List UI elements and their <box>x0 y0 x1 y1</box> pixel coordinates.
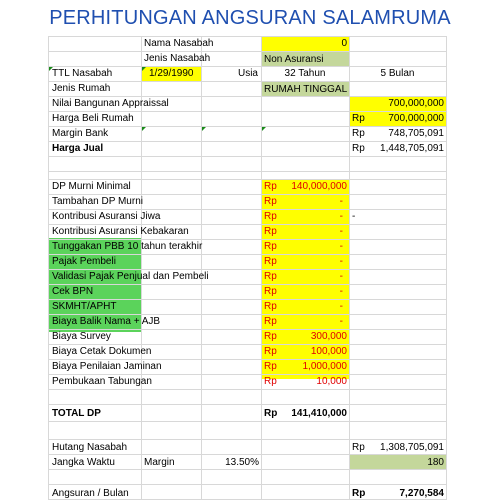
ttl-label: TTL Nasabah <box>52 68 113 79</box>
ttl-value[interactable]: 1/29/1990 <box>149 68 194 79</box>
asuransi-jiwa-rp: Rp <box>264 211 277 222</box>
comment-marker <box>142 67 146 71</box>
cek-bpn-rp: Rp <box>264 286 277 297</box>
angsuran-label: Angsuran / Bulan <box>52 488 129 499</box>
hutang-label: Hutang Nasabah <box>52 442 128 453</box>
jangka-waktu-value[interactable]: 180 <box>427 457 444 468</box>
harga-beli-rp: Rp <box>352 113 365 124</box>
asuransi-kebakaran-value: - <box>339 226 343 237</box>
jenis-rumah-value[interactable]: RUMAH TINGGAL <box>264 84 348 95</box>
total-dp-label: TOTAL DP <box>52 408 101 419</box>
margin-bank-value: 748,705,091 <box>388 128 444 139</box>
hutang-value: 1,308,705,091 <box>380 442 444 453</box>
cek-bpn-value[interactable]: - <box>339 286 343 297</box>
nilai-bangunan-label: Nilai Bangunan Appraissal <box>52 98 169 109</box>
pbb-label: Tunggakan PBB 10 tahun terakhir <box>52 241 203 252</box>
cetak-value[interactable]: 100,000 <box>310 346 347 357</box>
dp-murni-min-label: DP Murni Minimal <box>52 181 131 192</box>
usia-label: Usia <box>237 68 258 79</box>
tambahan-dp-rp: Rp <box>264 196 277 207</box>
jenis-rumah-label: Jenis Rumah <box>52 83 111 94</box>
penilaian-label: Biaya Penilaian Jaminan <box>52 361 162 372</box>
page-title: PERHITUNGAN ANGSURAN SALAMRUMA <box>49 7 451 29</box>
pbb-rp: Rp <box>264 241 277 252</box>
jangka-waktu-label: Jangka Waktu <box>52 457 115 468</box>
total-dp-rp: Rp <box>264 408 278 419</box>
margin-value[interactable]: 13.50% <box>225 457 259 468</box>
jenis-nasabah-label: Jenis Nasabah <box>144 53 211 64</box>
tabungan-value[interactable]: 10,000 <box>316 376 347 387</box>
balik-nama-label: Biaya Balik Nama + AJB <box>52 316 161 327</box>
penilaian-value[interactable]: 1,000,000 <box>302 361 347 372</box>
nama-nasabah-value[interactable]: 0 <box>341 38 347 49</box>
harga-beli-value[interactable]: 700,000,000 <box>388 113 444 124</box>
asuransi-kebakaran-rp: Rp <box>264 226 277 237</box>
cetak-label: Biaya Cetak Dokumen <box>52 346 152 357</box>
comment-marker <box>142 127 146 131</box>
tabungan-label: Pembukaan Tabungan <box>52 376 152 387</box>
balik-nama-rp: Rp <box>264 316 277 327</box>
asuransi-jiwa-label: Kontribusi Asuransi Jiwa <box>52 211 161 222</box>
penilaian-rp: Rp <box>264 361 277 372</box>
angsuran-value: 7,270,584 <box>399 488 444 499</box>
pajak-pembeli-rp: Rp <box>264 256 277 267</box>
margin-bank-rp: Rp <box>352 128 365 139</box>
validasi-rp: Rp <box>264 271 277 282</box>
nilai-bangunan-value[interactable]: 700,000,000 <box>388 98 444 109</box>
asuransi-jiwa-extra: - <box>352 211 356 222</box>
balik-nama-value[interactable]: - <box>339 316 343 327</box>
bulan-value: 5 Bulan <box>380 68 415 79</box>
usia-value: 32 Tahun <box>284 68 326 79</box>
pajak-pembeli-value[interactable]: - <box>339 256 343 267</box>
validasi-value[interactable]: - <box>339 271 343 282</box>
tambahan-dp-label: Tambahan DP Murni <box>52 196 143 207</box>
skmht-rp: Rp <box>264 301 277 312</box>
angsuran-rp: Rp <box>352 488 366 499</box>
pbb-value[interactable]: - <box>339 241 343 252</box>
skmht-label: SKMHT/APHT <box>52 301 117 312</box>
dp-murni-min-rp: Rp <box>264 181 277 192</box>
jenis-nasabah-value[interactable]: Non Asuransi <box>264 54 324 65</box>
total-dp-value: 141,410,000 <box>291 408 347 419</box>
harga-jual-rp: Rp <box>352 143 365 154</box>
margin-bank-label: Margin Bank <box>52 128 109 139</box>
dp-murni-min-value: 140,000,000 <box>291 181 347 192</box>
asuransi-kebakaran-label: Kontribusi Asuransi Kebakaran <box>52 226 189 237</box>
spreadsheet-grid[interactable] <box>48 36 446 500</box>
asuransi-jiwa-value: - <box>339 211 343 222</box>
survey-label: Biaya Survey <box>52 331 111 342</box>
cetak-rp: Rp <box>264 346 277 357</box>
pajak-pembeli-label: Pajak Pembeli <box>52 256 116 267</box>
margin-label: Margin <box>144 457 175 468</box>
nama-nasabah-label: Nama Nasabah <box>144 38 214 49</box>
harga-beli-label: Harga Beli Rumah <box>52 113 134 124</box>
comment-marker <box>202 127 206 131</box>
comment-marker <box>262 127 266 131</box>
harga-jual-value: 1,448,705,091 <box>380 143 444 154</box>
validasi-label: Validasi Pajak Penjual dan Pembeli <box>52 271 209 282</box>
cek-bpn-label: Cek BPN <box>52 286 94 297</box>
survey-value[interactable]: 300,000 <box>310 331 347 342</box>
tabungan-rp: Rp <box>264 376 277 387</box>
skmht-value[interactable]: - <box>339 301 343 312</box>
harga-jual-label: Harga Jual <box>52 143 104 154</box>
tambahan-dp-value[interactable]: - <box>339 196 343 207</box>
hutang-rp: Rp <box>352 442 365 453</box>
survey-rp: Rp <box>264 331 277 342</box>
